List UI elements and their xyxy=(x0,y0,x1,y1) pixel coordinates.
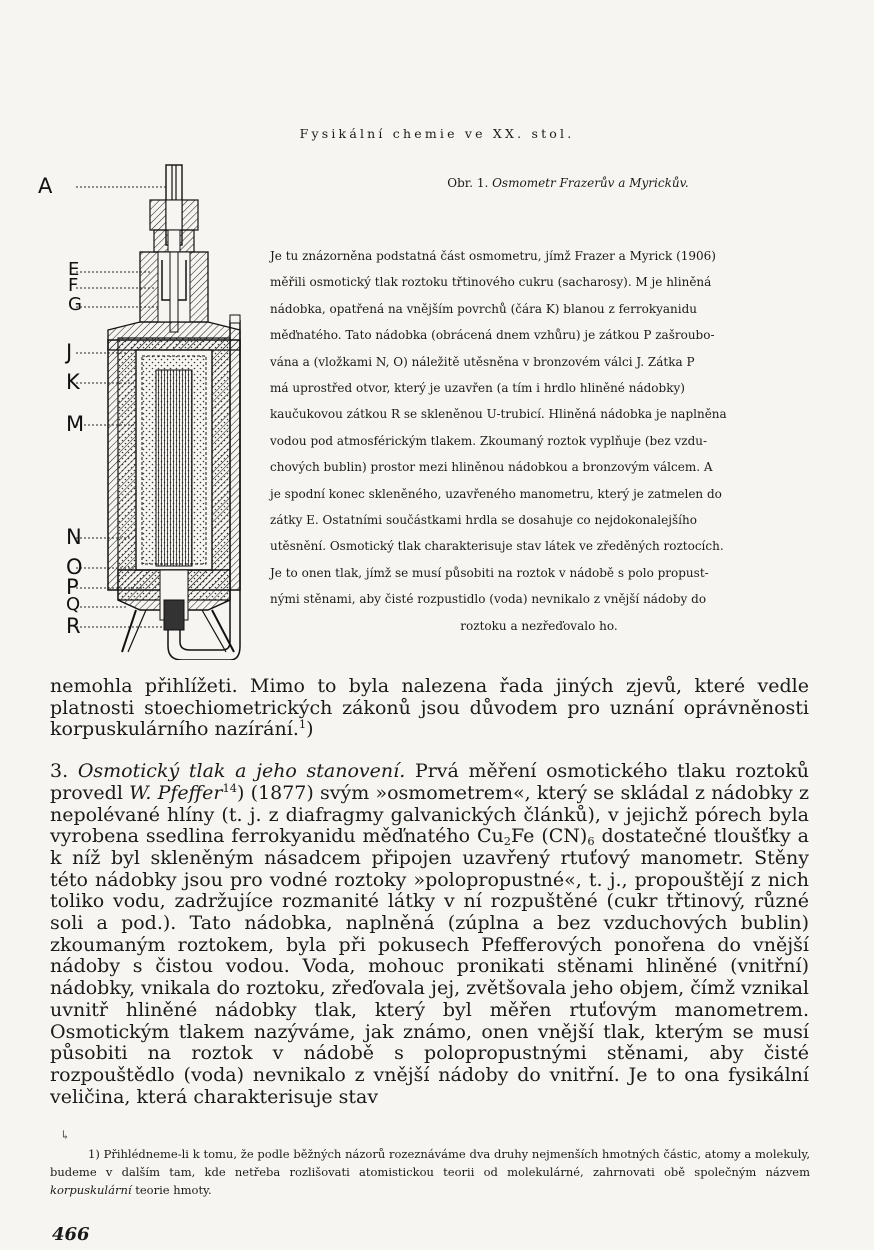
figure-label-q: Q xyxy=(66,594,81,615)
figure-label-e: E xyxy=(68,259,80,280)
figure-caption xyxy=(268,176,868,190)
description-line: měřili osmotický tlak roztoku třtinového cukru (sacharosy). M je hliněná xyxy=(270,275,712,290)
figure-label-k: K xyxy=(66,370,80,394)
figure-label-g: G xyxy=(68,294,82,315)
body-text xyxy=(50,676,809,1108)
paragraph-1 xyxy=(50,676,809,741)
footnote xyxy=(50,1145,810,1199)
description-line: je spodní konec skleněného, uzavřeného manometru, který je zatmelen do xyxy=(270,486,722,501)
figure-label-r: R xyxy=(66,614,81,638)
description-line: utěsnění. Osmotický tlak charakterisuje stav látek ve zředěných roztocích. xyxy=(270,539,724,554)
footnote-emphasis: korpuskulární xyxy=(50,1183,132,1197)
osmometer-figure xyxy=(38,160,258,660)
figure-label-p: P xyxy=(66,575,79,599)
description-line: nádobka, opatřená na vnějším povrchů (čára K) blanou z ferrokyanidu xyxy=(270,301,698,316)
footnote-mark: 1) xyxy=(88,1147,100,1161)
figure-label-o: O xyxy=(66,555,83,579)
caption-prefix: Obr. 1. xyxy=(447,176,489,190)
description-line: má uprostřed otvor, který je uzavřen (a tím i hrdlo hliněné nádobky) xyxy=(270,381,685,396)
formula-subscript: 6 xyxy=(587,834,595,849)
pencil-mark-icon: ↳ xyxy=(60,1128,71,1142)
description-line: Je tu znázorněna podstatná část osmometru, jímž Frazer a Myrick (1906) xyxy=(270,249,716,263)
paragraph-2-text-c: Fe (CN) xyxy=(511,825,588,848)
description-line: vodou pod atmosférickým tlakem. Zkoumaný roztok vyplňuje (bez vzdu- xyxy=(270,433,708,448)
figure-label-a: A xyxy=(38,174,53,198)
author-name: W. Pfeffer xyxy=(129,781,223,804)
figure-label-j: J xyxy=(66,340,73,364)
description-line: kaučukovou zátkou R se skleněnou U-trubicí. Hliněná nádobka je naplněna xyxy=(270,407,727,422)
paragraph-1-text: nemohla přihlížeti. Mimo to byla nalezena řada jiných zjevů, které vedle platnosti stoechiometrických zákonů jsou důvodem pro uznání oprávněnosti korpuskulárního nazírání. xyxy=(50,675,809,741)
caption-title: Osmometr Frazerův a Myrickův. xyxy=(492,176,689,190)
figure-description xyxy=(270,243,808,639)
description-line: chových bublin) prostor mezi hliněnou nádobkou a bronzovým válcem. A xyxy=(270,460,713,475)
description-line: zátky E. Ostatními součástkami hrdla se dosahuje co nejdokonalejšího xyxy=(270,513,697,528)
description-line: nými stěnami, aby čisté rozpustidlo (voda) nevnikalo z vnější nádoby do xyxy=(270,592,707,607)
figure-label-f: F xyxy=(68,275,79,296)
paragraph-2 xyxy=(50,761,809,1108)
description-line: Je to onen tlak, jímž se musí působiti na roztok v nádobě s polo propust- xyxy=(270,565,709,580)
running-header: Fysikální chemie ve XX. stol. xyxy=(299,126,575,141)
figure-label-m: M xyxy=(66,412,85,436)
figure-label-n: N xyxy=(66,525,82,549)
paragraph-2-text-d: dostatečné tloušťky a k níž byl skleněným násadcem připojen uzavřený rtuťový manometr. Stěny této nádobky jsou pro vodné roztoky »polopropustné«, t. j., propouštějí z nich toliko vodu, zadržujíce rozmanité látky v ní rozpuštěné (cukr třtinový, různé soli a pod.). Tato nádobka, naplněná (zúplna a bez vzduchových bublin) zkoumaným roztokem, byla při pokusech Pfefferových ponořena do vnější nádoby s čistou vodou. Voda, mohouc pronikati stěnami hliněné (vnitřní) nádobky, vnikala do roztoku, zřeďovala jej, zvětšovala jeho objem, čímž vznikal uvnitř hliněné nádobky tlak, který byl měřen rtuťovým manometrem. Osmotickým tlakem nazýváme, jak známo, onen vnější tlak, kterým se musí působiti na roztok v nádobě s polopropustnými stěnami, aby čisté rozpouštědlo (voda) nevnikalo z vnější nádoby do vnitřní. Je to ona fysikální veličina, která charakterisuje stav xyxy=(50,825,809,1108)
formula-subscript: 2 xyxy=(503,834,512,849)
footnote-text-a: Přihlédneme-li k tomu, že podle běžných názorů rozeznáváme dva druhy nejmenších hmotných částic, atomy a molekuly, budeme v dalším tam, kde netřeba rozlišovati atomistickou teorii od molekulárné, zahrnovati obě společným názvem xyxy=(50,1147,811,1179)
description-line: vána a (vložkami N, O) náležitě utěsněna v bronzovém válci J. Zátka P xyxy=(270,354,695,369)
page-number: 466 xyxy=(52,1224,90,1245)
description-last-line: roztoku a nezřeďovalo ho. xyxy=(460,618,618,633)
section-number: 3. xyxy=(50,760,69,783)
paragraph-2-text-b: ) (1877) svým »osmometrem«, který se skládal z nádobky z nepolévané hlíny (t. j. z diafragmy galvanických článků), v jejichž pórech byla vyrobena ssedlina ferrokyanidu měďnatého Cu xyxy=(50,781,810,848)
citation-ref: 14 xyxy=(222,780,237,795)
footnote-ref: 1 xyxy=(298,717,307,732)
description-line: měďnatého. Tato nádobka (obrácená dnem vzhůru) je zátkou P zašroubo- xyxy=(270,328,715,343)
footnote-text-b: teorie hmoty. xyxy=(135,1183,212,1197)
paragraph-2-text-a: Prvá měření osmotického tlaku roztoků provedl xyxy=(50,760,809,804)
osmometer-diagram xyxy=(58,160,258,660)
section-title: Osmotický tlak a jeho stanovení. xyxy=(77,760,406,783)
footnote-ref-close: ) xyxy=(306,718,314,741)
